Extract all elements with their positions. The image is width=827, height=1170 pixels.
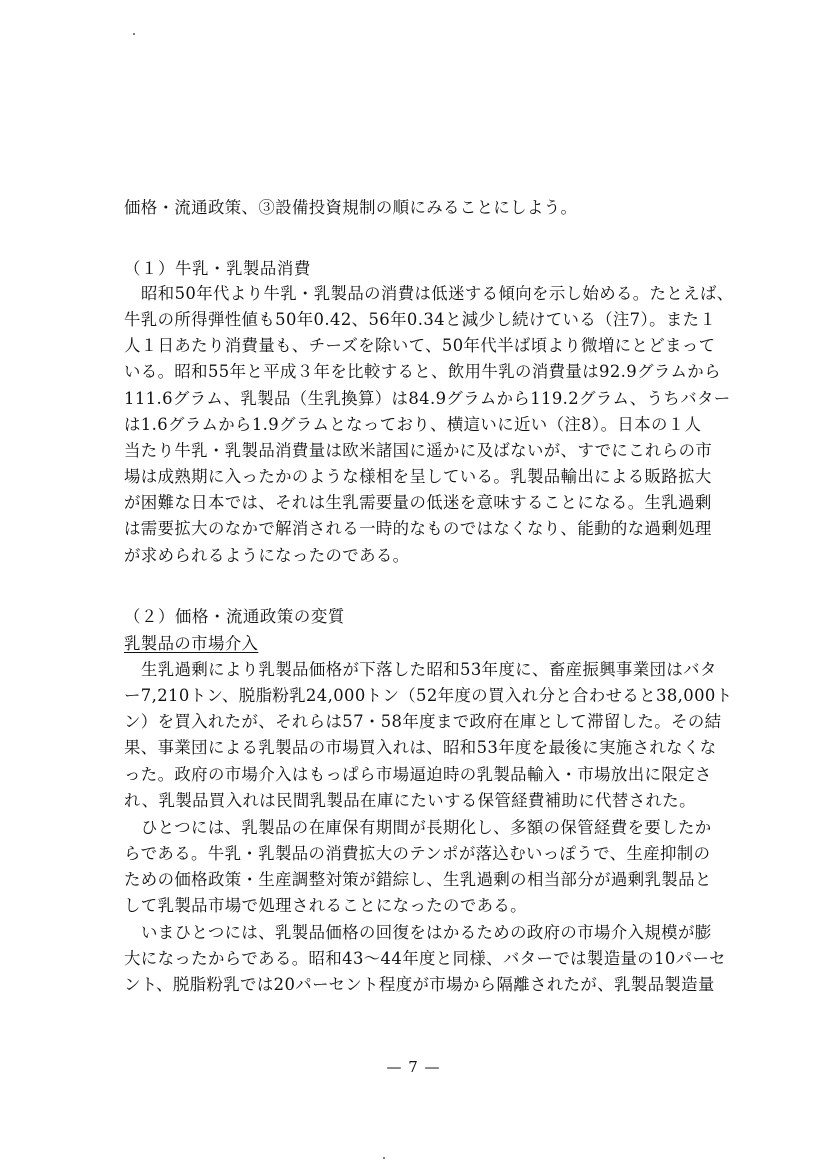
paragraph-line: が困難な日本では、それは生乳需要量の低迷を意味することになる。生乳過剰 [124,493,712,512]
paragraph-line: が求められるようになったのである。 [124,546,410,565]
paragraph-line: れ、乳製品買入れは民間乳製品在庫にたいする保管経費補助に代替された。 [124,791,696,810]
paragraph-line: は1.6グラムから1.9グラムとなっており、横這いに近い（注8）。日本の１人 [124,415,702,434]
paragraph-line: った。政府の市場介入はもっぱら市場逼迫時の乳製品輸入・市場放出に限定さ [124,765,712,784]
paragraph-line: らである。牛乳・乳製品の消費拡大のテンポが落込むいっぽうで、生産抑制の [124,844,711,863]
intro-line: 価格・流通政策、③設備投資規制の順にみることにしよう。 [124,198,578,217]
paragraph-line: 牛乳の所得弾性値も50年0.42、56年0.34と減少し続けている（注7）。また１ [124,310,717,329]
paragraph-line: いる。昭和55年と平成３年を比較すると、飲用牛乳の消費量は92.9グラムから [124,362,721,381]
scan-speck [133,33,135,35]
paragraph-line: 大になったからである。昭和43〜44年度と同様、バターでは製造量の10パーセ [124,949,726,968]
paragraph-line: ひとつには、乳製品の在庫保有期間が長期化し、多額の保管経費を要したか [141,818,712,837]
paragraph-line: 場は成熟期に入ったかのような様相を呈している。乳製品輸出による販路拡大 [124,467,712,486]
section1-heading: （１）牛乳・乳製品消費 [124,259,311,278]
paragraph-line: 昭和50年代より牛乳・乳製品の消費は低迷する傾向を示し始める。たとえば、 [141,284,734,303]
paragraph-line: いまひとつには、乳製品価格の回復をはかるための政府の市場介入規模が膨 [141,923,712,942]
paragraph-line: ー7,210トン、脱脂粉乳24,000トン（52年度の買入れ分と合わせると38,000ト [124,686,733,705]
paragraph-line: 生乳過剰により乳製品価格が下落した昭和53年度に、畜産振興事業団はバタ [141,660,717,679]
paragraph-line: ン）を買入れたが、それらは57・58年度まで政府在庫として滞留した。その結 [124,712,722,731]
section2-heading: （２）価格・流通政策の変質 [124,607,345,626]
paragraph-line: 111.6グラム、乳製品（生乳換算）は84.9グラムから119.2グラム、うちバター [124,389,731,408]
paragraph-line: ント、脱脂粉乳では20パーセント程度が市場から隔離されたが、乳製品製造量 [124,975,715,994]
section2-subheading: 乳製品の市場介入 [124,634,259,653]
paragraph-line: ための価格政策・生産調整対策が錯綜し、生乳過剰の相当部分が過剰乳製品と [124,870,712,889]
page-number: — 7 — [386,1058,441,1076]
paragraph-line: 人１日あたり消費量も、チーズを除いて、50年代半ば頃より微増にとどまって [124,336,716,355]
paragraph-line: は需要拡大のなかで解消される一時的なものではなくなり、能動的な過剰処理 [124,519,712,538]
scan-speck [383,1157,385,1159]
paragraph-line: して乳製品市場で処理されることになったのである。 [124,896,527,915]
paragraph-line: 当たり牛乳・乳製品消費量は欧米諸国に遥かに及ばないが、すでにこれらの市 [124,441,713,460]
paragraph-line: 果、事業団による乳製品の市場買入れは、昭和53年度を最後に実施されなくな [124,738,717,757]
